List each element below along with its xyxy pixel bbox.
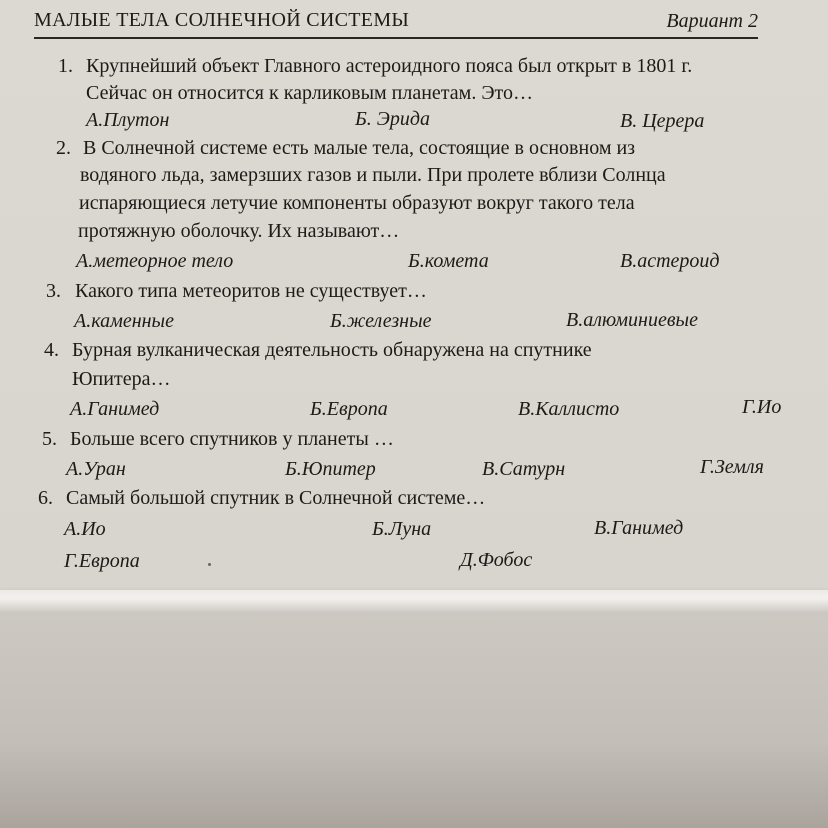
question-6-line-1: Самый большой спутник в Солнечной системе… [66, 487, 486, 509]
question-6-option-d: Г.Европа [64, 550, 140, 572]
question-6-number: 6. [38, 487, 53, 509]
worksheet-title: МАЛЫЕ ТЕЛА СОЛНЕЧНОЙ СИСТЕМЫ [34, 9, 410, 31]
question-4-line-1: Бурная вулканическая деятельность обнаружена на спутнике [72, 339, 592, 361]
question-6-option-c: В.Ганимед [594, 517, 684, 539]
question-4-option-d: Г.Ио [742, 396, 782, 418]
question-4-option-b: Б.Европа [310, 398, 388, 420]
question-5-option-b: Б.Юпитер [285, 458, 376, 480]
question-3-option-a: А.каменные [74, 310, 174, 332]
question-5-option-c: В.Сатурн [482, 458, 566, 480]
question-2-line-2: водяного льда, замерзших газов и пыли. При пролете вблизи Солнца [80, 164, 666, 186]
paper-speck [208, 563, 211, 566]
question-5-line-1: Больше всего спутников у планеты … [70, 428, 394, 450]
question-2-option-c: В.астероид [620, 250, 720, 272]
question-6-option-e: Д.Фобос [460, 549, 533, 571]
question-2-number: 2. [56, 137, 71, 159]
question-3-option-c: В.алюминиевые [566, 309, 698, 331]
question-2-option-b: Б.комета [408, 250, 489, 272]
question-3-number: 3. [46, 280, 61, 302]
question-2-line-4: протяжную оболочку. Их называют… [78, 220, 400, 242]
question-5-option-d: Г.Земля [700, 456, 764, 478]
question-1-number: 1. [58, 55, 73, 77]
lower-page [0, 614, 828, 828]
variant-label: Вариант 2 [666, 10, 758, 32]
question-6-option-b: Б.Луна [372, 518, 432, 540]
question-4-line-2: Юпитера… [72, 368, 171, 390]
worksheet-header [34, 7, 758, 39]
question-4-number: 4. [44, 339, 59, 361]
question-4-option-a: А.Ганимед [70, 398, 160, 420]
question-3-line-1: Какого типа метеоритов не существует… [75, 280, 427, 302]
question-4-option-c: В.Каллисто [518, 398, 620, 420]
question-6-option-a: А.Ио [64, 518, 106, 540]
question-1-line-2: Сейчас он относится к карликовым планетам. Это… [86, 82, 534, 104]
question-3-option-b: Б.железные [330, 310, 432, 332]
question-1-option-a: А.Плутон [86, 109, 170, 131]
question-5-option-a: А.Уран [66, 458, 126, 480]
question-1-option-c: В. Церера [620, 110, 705, 132]
question-5-number: 5. [42, 428, 57, 450]
question-2-option-a: А.метеорное тело [76, 250, 234, 272]
question-2-line-1: В Солнечной системе есть малые тела, состоящие в основном из [83, 137, 636, 159]
paper-fold [0, 590, 828, 614]
question-1-line-1: Крупнейший объект Главного астероидного пояса был открыт в 1801 г. [86, 55, 693, 77]
question-2-line-3: испаряющиеся летучие компоненты образуют вокруг такого тела [79, 192, 635, 214]
question-1-option-b: Б. Эрида [355, 108, 431, 130]
